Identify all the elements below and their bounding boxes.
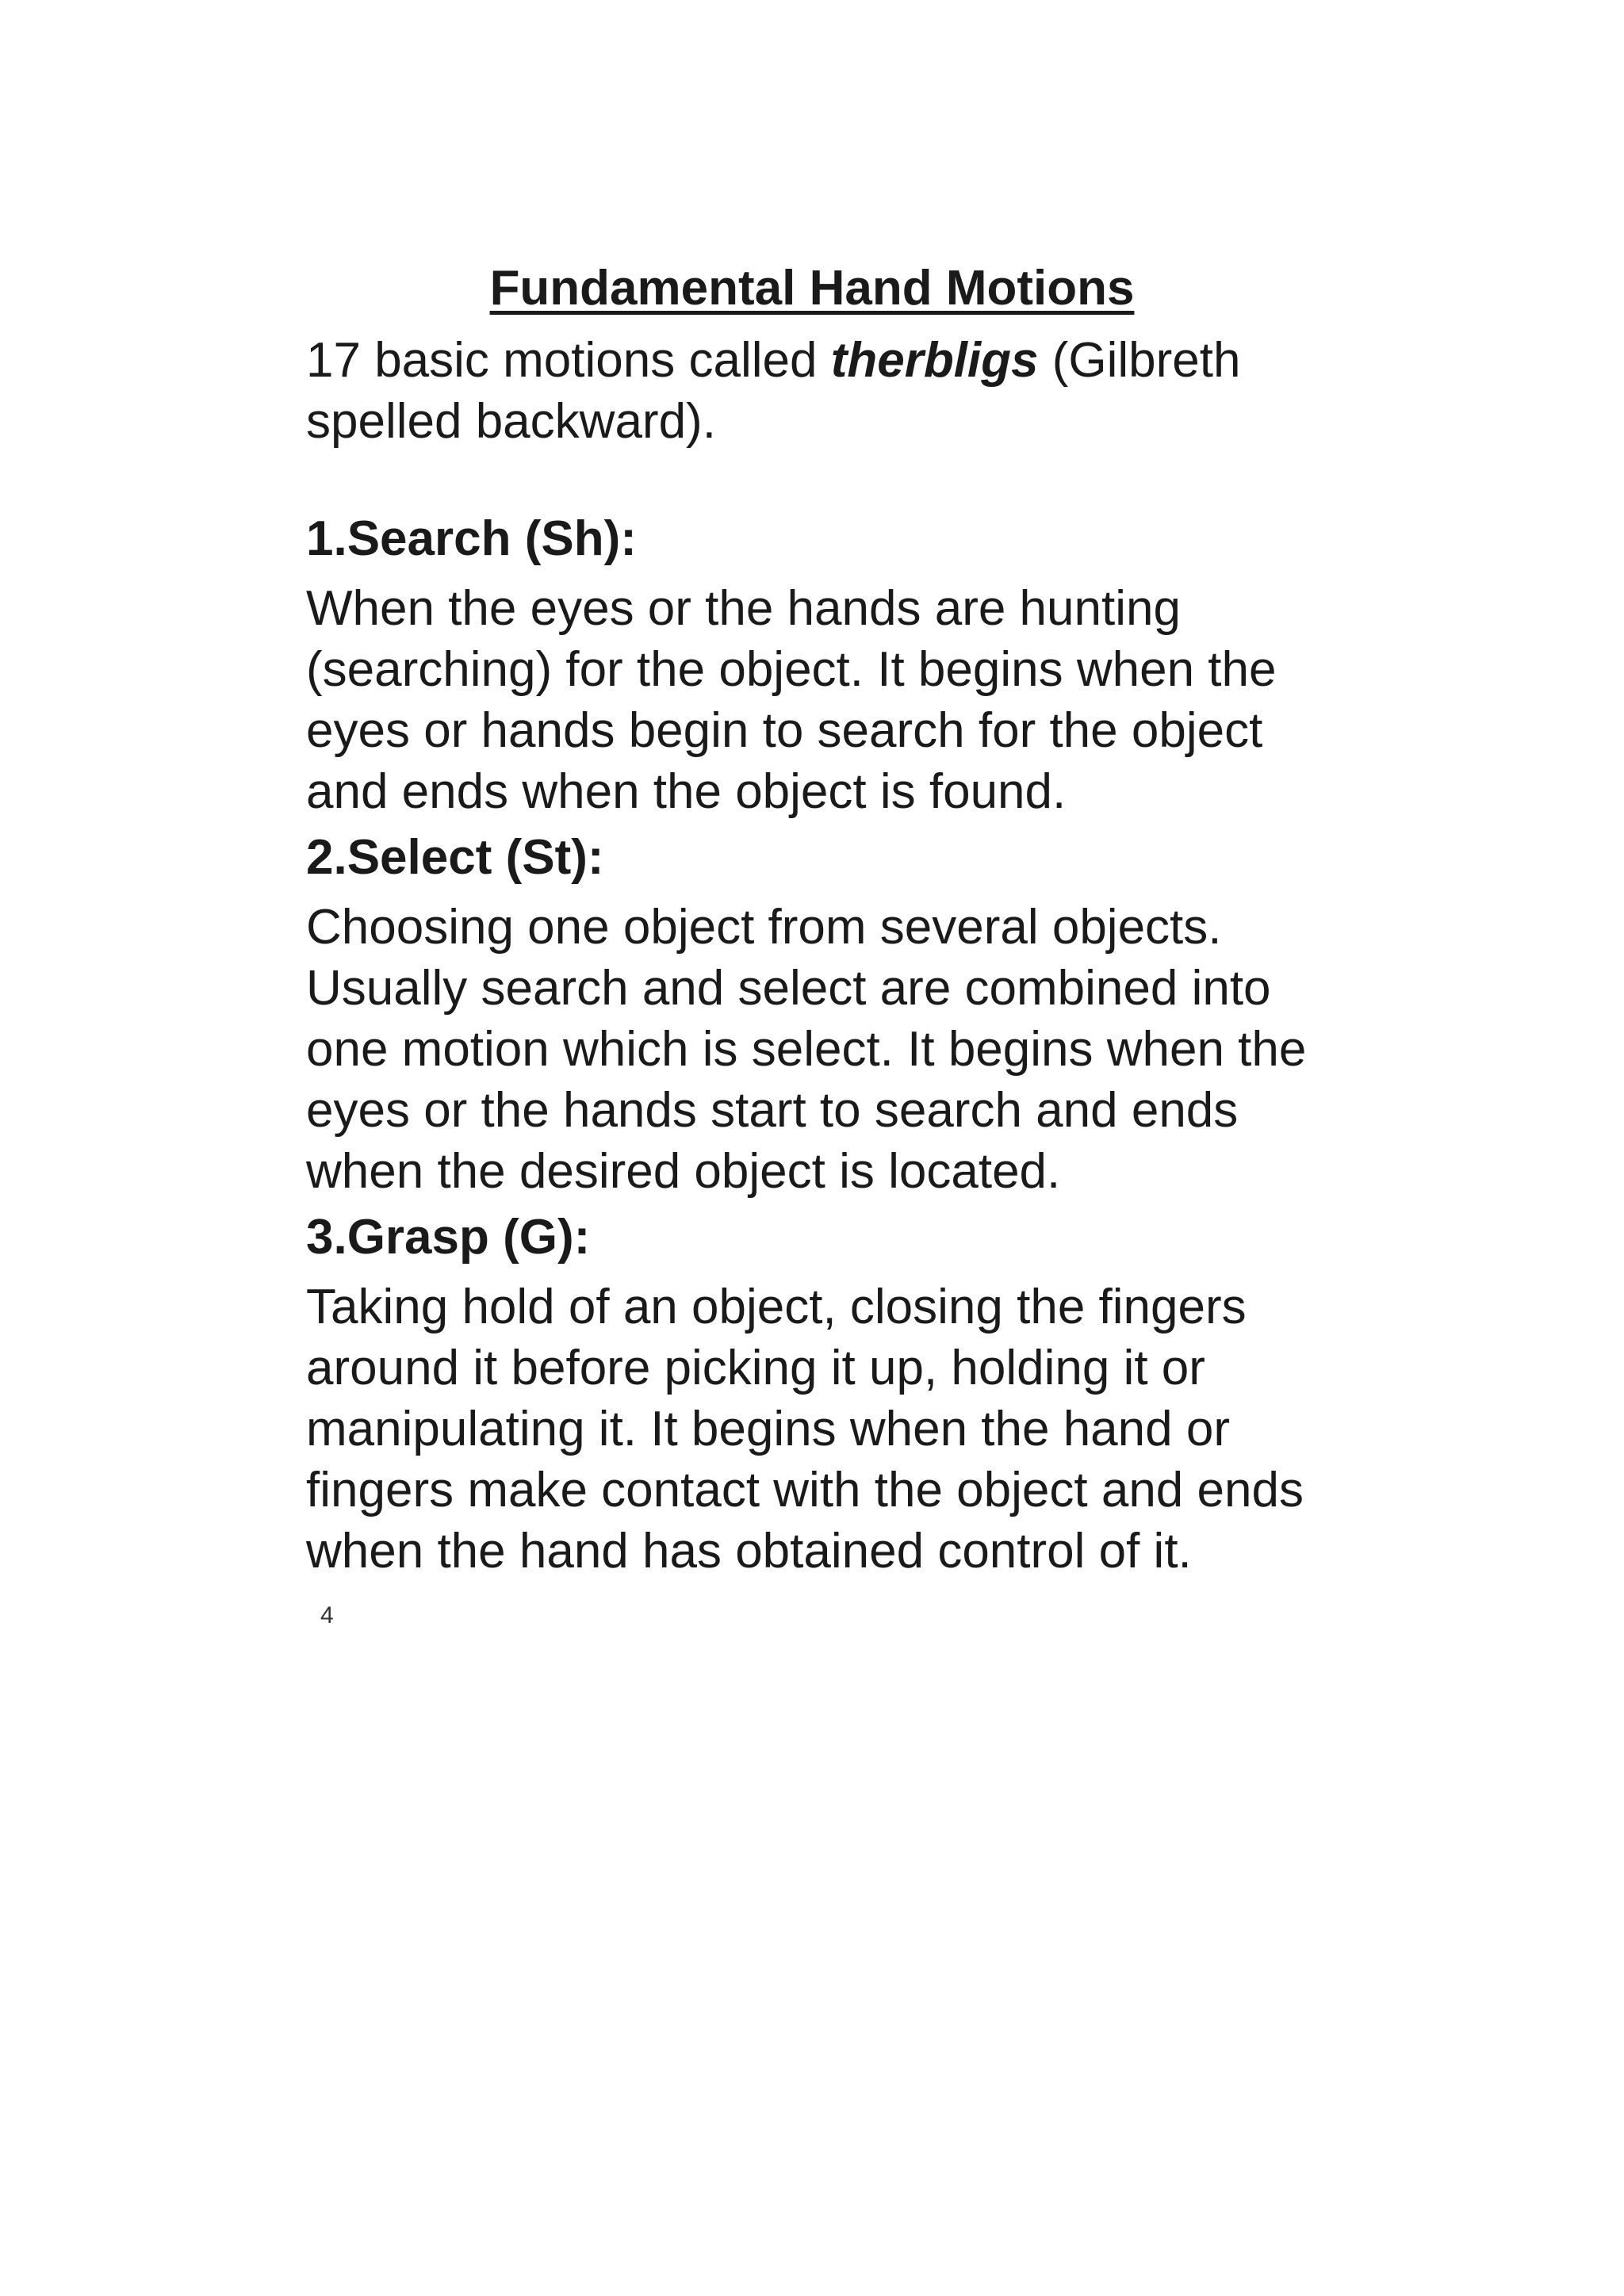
intro-text-after: (Gilbreth spelled backward). [306,333,1241,449]
intro-text-before: 17 basic motions called [306,333,831,388]
section-heading-grasp: 3.Grasp (G): [306,1210,591,1265]
intro-paragraph [306,330,1353,452]
section-body-select: Choosing one object from several objects. Usually search and select are combined into one motion which is select. It begins when the eyes or the hands start to search and ends when the desired object is located. [306,900,1307,1199]
page-title: Fundamental Hand Motions [489,261,1135,316]
section-heading-search: 1.Search (Sh): [306,511,637,566]
section-select [306,827,1353,1202]
section-body-search: When the eyes or the hands are hunting (searching) for the object. It begins when the eyes or hands begin to search for the object and ends when the object is found. [306,581,1277,819]
document-content [306,330,1353,1586]
page-number: 4 [320,1602,334,1628]
section-search [306,508,1353,822]
section-heading-select: 2.Select (St): [306,830,604,885]
therbligs-term: therbligs [830,333,1039,388]
section-body-grasp: Taking hold of an object, closing the fingers around it before picking it up, holding it or manipulating it. It begins when the hand or fingers make contact with the object and ends when the hand has obtained control of it. [306,1280,1304,1578]
section-grasp [306,1207,1353,1582]
